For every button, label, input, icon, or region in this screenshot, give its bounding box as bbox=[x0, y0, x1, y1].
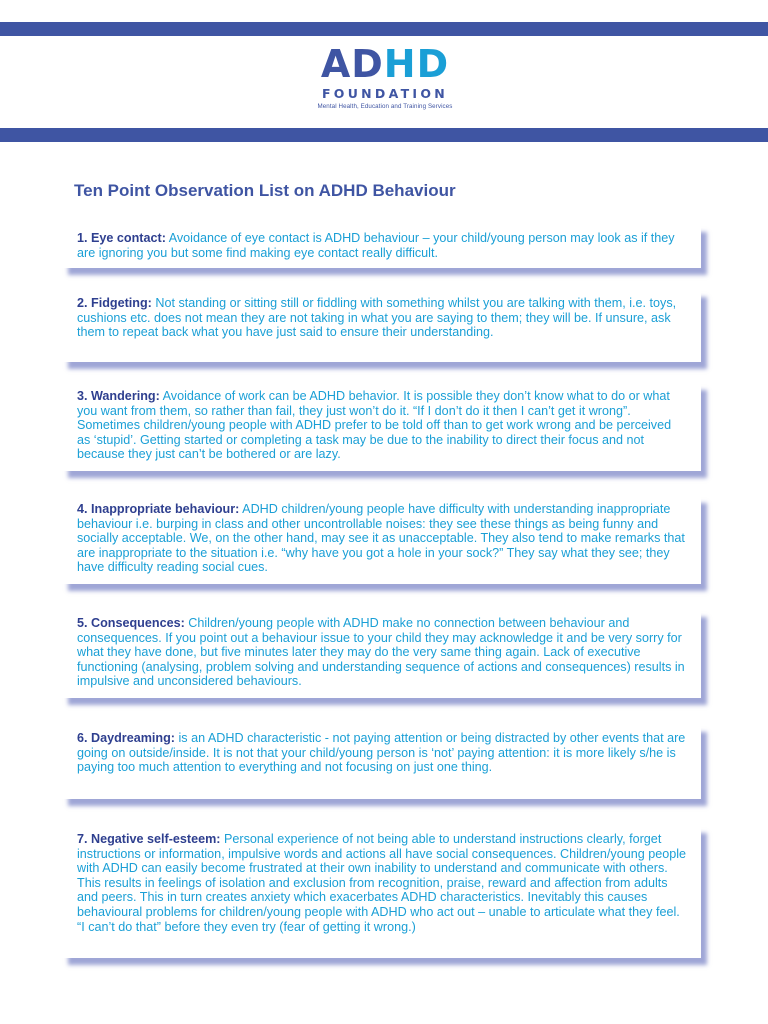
card-lead: 1. Eye contact: bbox=[77, 231, 166, 245]
header-bottom-bar bbox=[0, 128, 768, 142]
card-text: Children/young people with ADHD make no connection between behaviour and consequences. If you point out a behaviour issue to your child they may acknowledge it and be very sorry for what they have done, but five minutes later they may do the very same thing again. Lack of executive functioning (analysing, problem solving and understanding sequence of actions and consequences) results in impulsive and unconsidered behaviours. bbox=[77, 616, 685, 689]
observation-card-wandering bbox=[62, 383, 701, 471]
logo-wordmark-part2: HD bbox=[383, 42, 450, 86]
observation-card-daydreaming bbox=[62, 725, 701, 799]
logo-wordmark-part1: AD bbox=[320, 42, 384, 86]
card-lead: 4. Inappropriate behaviour: bbox=[77, 502, 240, 516]
observation-card-inappropriate-behaviour bbox=[62, 496, 701, 584]
card-text: ADHD children/young people have difficulty with understanding inappropriate behaviour i.e. burping in class and other uncontrollable noises: they see these things as being funny and socially acceptable. We, on the other hand, may see it as unacceptable. They also tend to make remarks that are inappropriate to the situation i.e. “why have you got a hole in your sock?” They say what they see; they have difficulty reading social cues. bbox=[77, 502, 685, 575]
card-lead: 7. Negative self-esteem: bbox=[77, 832, 221, 846]
observation-card-fidgeting bbox=[62, 290, 701, 362]
observation-card-eye-contact bbox=[62, 225, 701, 268]
logo-subtitle: FOUNDATION bbox=[321, 86, 449, 101]
card-text: is an ADHD characteristic - not paying attention or being distracted by other events that are going on outside/inside. It is not that your child/young person is ‘not’ paying attention: it is more likely s/he is paying too much attention to everything and not focusing on just one thing. bbox=[77, 731, 686, 775]
logo-tagline: Mental Health, Education and Training Services bbox=[317, 103, 453, 110]
page-title: Ten Point Observation List on ADHD Behaviour bbox=[74, 181, 456, 200]
adhd-foundation-logo bbox=[300, 44, 470, 122]
observation-card-negative-self-esteem bbox=[62, 826, 701, 958]
header-top-bar bbox=[0, 22, 768, 36]
card-lead: 3. Wandering: bbox=[77, 389, 160, 403]
card-lead: 2. Fidgeting: bbox=[77, 296, 152, 310]
card-lead: 6. Daydreaming: bbox=[77, 731, 175, 745]
card-text: Avoidance of work can be ADHD behavior. It is possible they don’t know what to do or what you want from them, so rather than fail, they just won’t do it. “If I don’t do it then I can’t get it wrong”. Sometimes children/young people with ADHD prefer to be told off than to get work wrong and be perceived as ‘stupid’. Getting started or completing a task may be due to the inability to direct their focus and not because they just can’t be bothered or are lazy. bbox=[77, 389, 672, 462]
card-lead: 5. Consequences: bbox=[77, 616, 185, 630]
card-text: Avoidance of eye contact is ADHD behaviour – your child/young person may look as if they are ignoring you but some find making eye contact really difficult. bbox=[77, 231, 675, 260]
card-text: Personal experience of not being able to understand instructions clearly, forget instructions or information, impulsive words and actions all have social consequences. Children/young people with ADHD can easily become frustrated at their own inability to understand and communicate with others. This results in feelings of isolation and exclusion from recognition, praise, reward and affection from adults and peers. This in turn creates anxiety which exacerbates ADHD characteristics. Inevitably this causes behavioural problems for children/young people with ADHD who act out – unable to articulate what they feel. “I can’t do that” before they even try (fear of getting it wrong.) bbox=[77, 832, 687, 934]
logo-wordmark bbox=[300, 44, 470, 84]
card-text: Not standing or sitting still or fiddling with something whilst you are talking with them, i.e. toys, cushions etc. does not mean they are not taking in what you are saying to them; they will be. If unsure, ask them to repeat back what you have just said to ensure their understanding. bbox=[77, 296, 677, 340]
observation-card-consequences bbox=[62, 610, 701, 698]
